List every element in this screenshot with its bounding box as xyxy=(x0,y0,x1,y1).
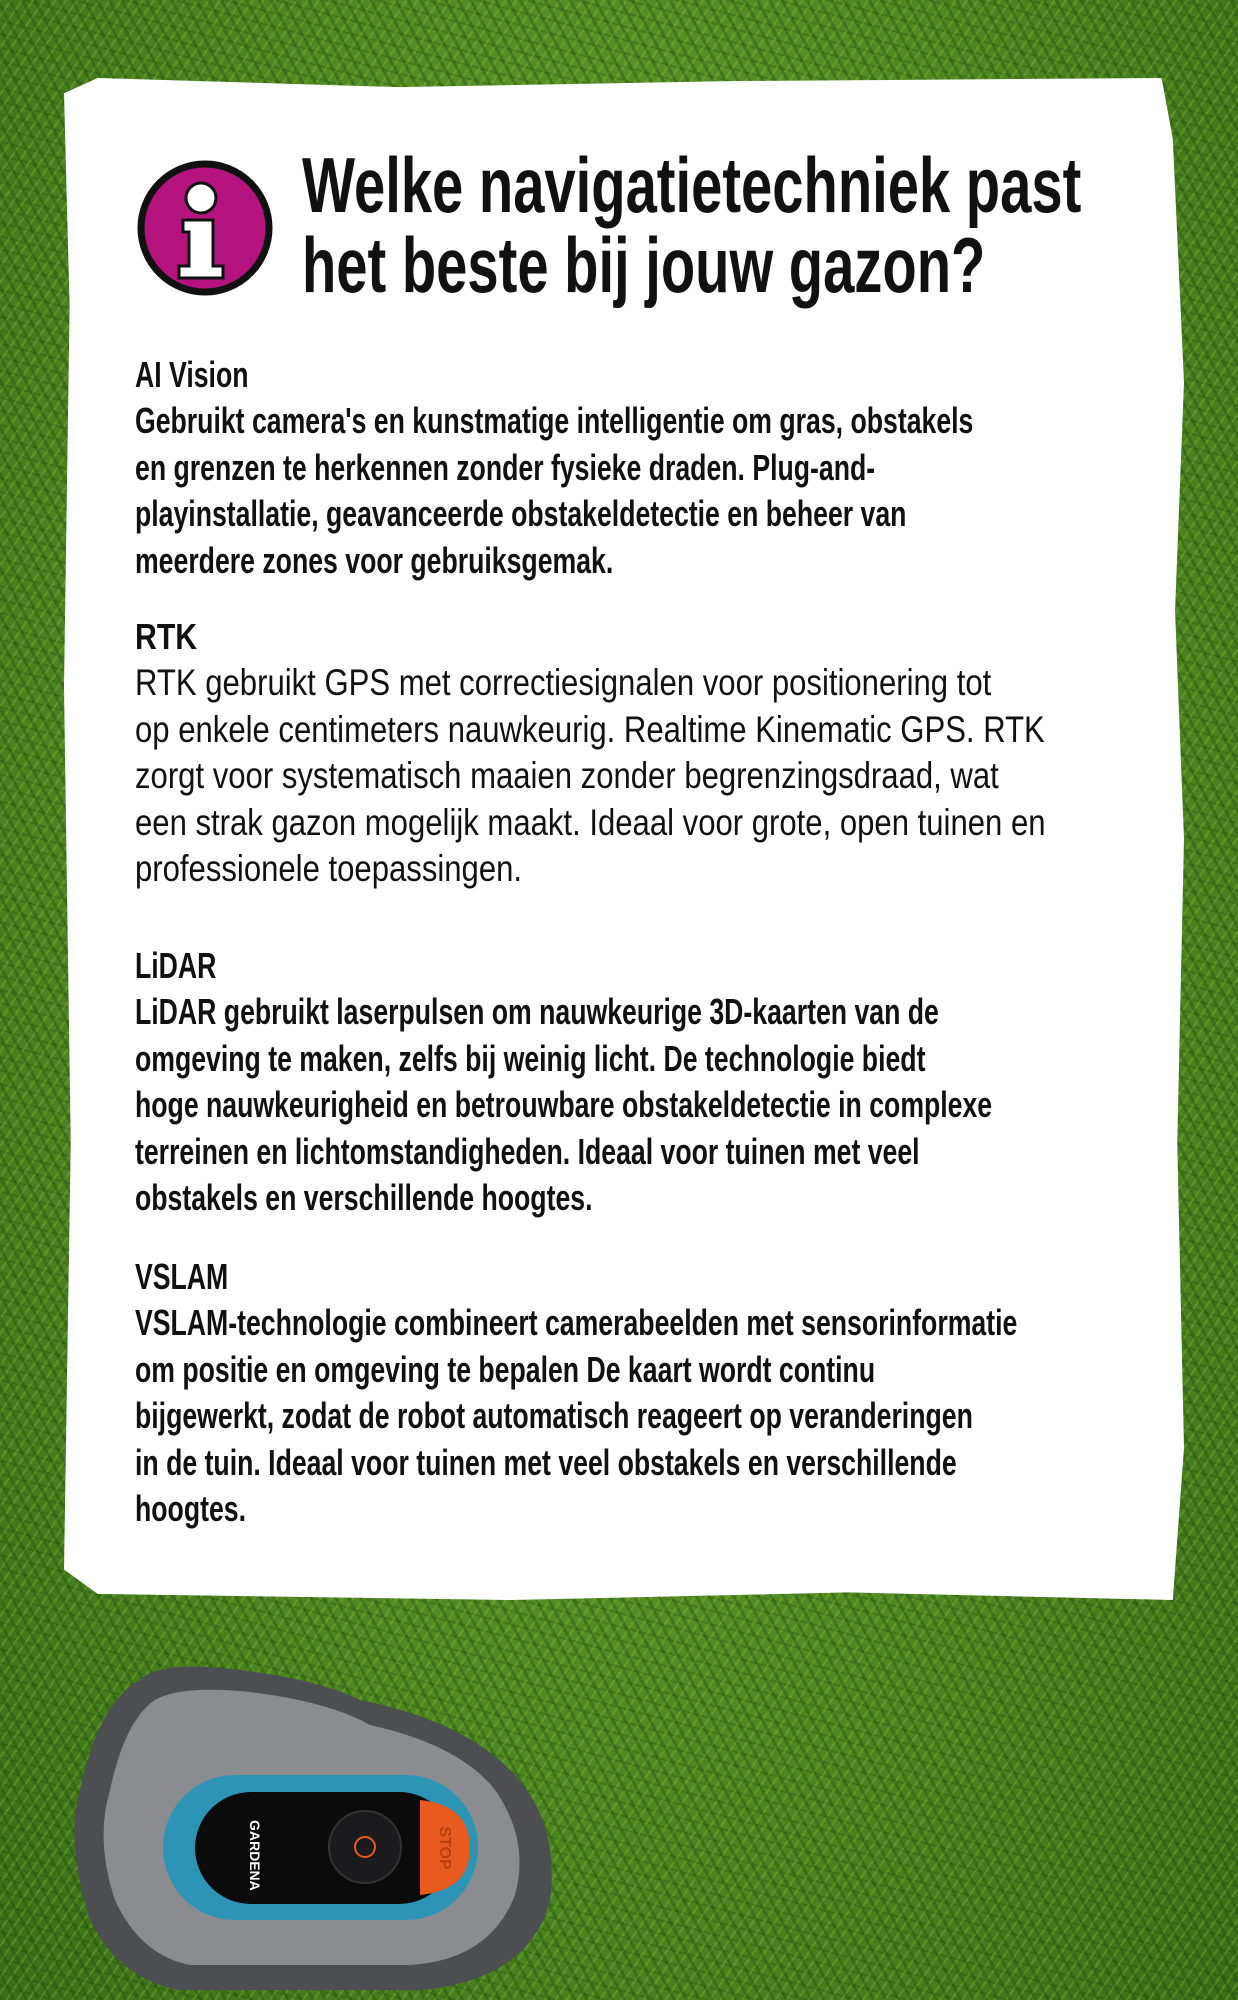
section-heading: LiDAR xyxy=(135,945,217,986)
info-icon xyxy=(135,158,275,298)
section-ai-vision xyxy=(135,352,1238,584)
robot-mower-image xyxy=(60,1640,580,2000)
section-heading: AI Vision xyxy=(135,354,249,395)
title-line: het beste bij jouw gazon? xyxy=(302,221,986,309)
body-line: omgeving te maken, zelfs bij weinig licht. De technologie biedt xyxy=(135,1037,926,1079)
mower-brand-label: GARDENA xyxy=(247,1820,263,1891)
body-line: op enkele centimeters nauwkeurig. Realtime Kinematic GPS. RTK xyxy=(135,708,1045,750)
stop-button-label: STOP xyxy=(436,1826,453,1870)
title-line: Welke navigatietechniek past xyxy=(302,141,1082,229)
body-line: playinstallatie, geavanceerde obstakeldetectie en beheer van xyxy=(135,493,907,534)
body-line: meerdere zones voor gebruiksgemak. xyxy=(135,539,614,581)
body-line: in de tuin. Ideaal voor tuinen met veel obstakels en verschillende xyxy=(135,1441,957,1483)
body-line: bijgewerkt, zodat de robot automatisch reageert op veranderingen xyxy=(135,1395,973,1436)
section-heading: RTK xyxy=(135,616,198,657)
page-title xyxy=(302,141,1238,309)
body-line: RTK gebruikt GPS met correctiesignalen voor positionering tot xyxy=(135,662,992,703)
body-line: VSLAM-technologie combineert camerabeelden met sensorinformatie xyxy=(135,1302,1018,1343)
body-line: professionele toepassingen. xyxy=(135,848,523,889)
body-line: om positie en omgeving te bepalen De kaart wordt continu xyxy=(135,1348,876,1390)
body-line: Gebruikt camera's en kunstmatige intelligentie om gras, obstakels xyxy=(135,400,974,441)
section-vslam xyxy=(135,1254,1238,1533)
body-line: en grenzen te herkennen zonder fysieke draden. Plug-and- xyxy=(135,446,876,488)
body-line: een strak gazon mogelijk maakt. Ideaal voor grote, open tuinen en xyxy=(135,801,1046,843)
body-line: zorgt voor systematisch maaien zonder begrenzingsdraad, wat xyxy=(135,755,999,796)
body-line: hoge nauwkeurigheid en betrouwbare obstakeldetectie in complexe xyxy=(135,1084,993,1125)
section-lidar xyxy=(135,943,1238,1222)
body-line: obstakels en verschillende hoogtes. xyxy=(135,1177,593,1218)
section-rtk xyxy=(135,614,1219,893)
section-heading: VSLAM xyxy=(135,1256,229,1297)
body-line: LiDAR gebruikt laserpulsen om nauwkeurige 3D-kaarten van de xyxy=(135,991,939,1032)
body-line: hoogtes. xyxy=(135,1488,246,1529)
body-line: terreinen en lichtomstandigheden. Ideaal voor tuinen met veel xyxy=(135,1130,920,1172)
